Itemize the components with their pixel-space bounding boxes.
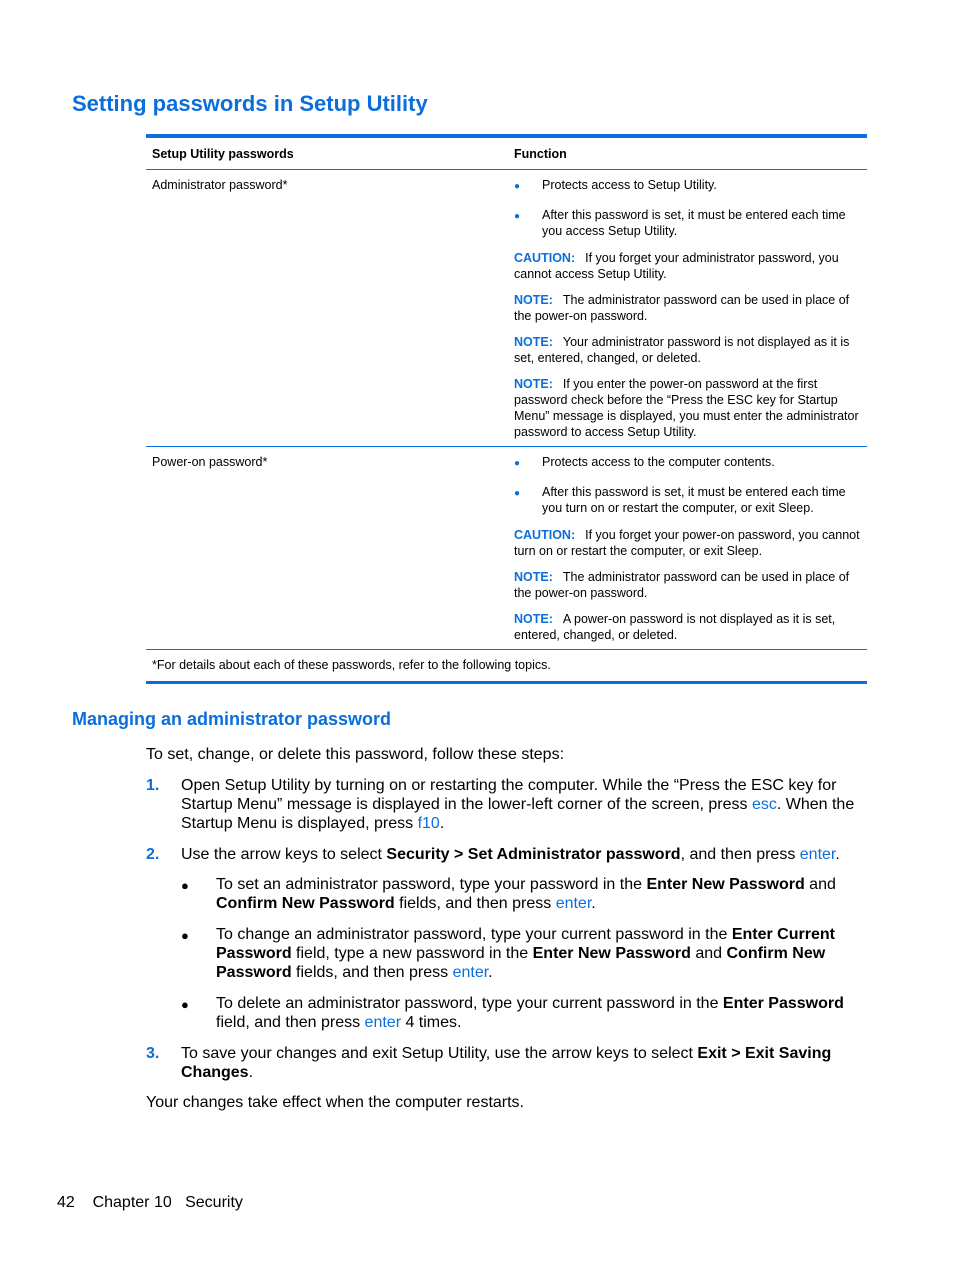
section-title: Managing an administrator password	[72, 709, 392, 729]
function-cell	[502, 447, 867, 649]
note: NOTE: If you enter the power-on password at the first password check before the “Press the ESC key for Startup Menu” message is displayed, you must enter the administrator password to access Setup Utility.	[514, 377, 859, 439]
caution-note: CAUTION: If you forget your power-on password, you cannot turn on or restart the computer, or exit Sleep.	[514, 528, 860, 558]
password-type: Administrator password*	[152, 178, 288, 192]
key-enter: enter	[555, 895, 592, 912]
table-row	[146, 170, 867, 447]
chapter-label: Chapter 10	[92, 1194, 172, 1211]
table-footnote: *For details about each of these passwords, refer to the following topics.	[152, 658, 551, 672]
bullet-icon: ●	[181, 878, 189, 893]
step-item: 1. Open Setup Utility by turning on or restarting the computer. While the “Press the ESC key for Startup Menu” message is displayed in the lower-left corner of the screen, press esc. When the Startup Menu is displayed, press f10.	[146, 777, 855, 832]
column-header: Setup Utility passwords	[152, 147, 294, 161]
bullet-item: ● After this password is set, it must be entered each time you access Setup Utility.	[514, 208, 846, 238]
section-label: Security	[185, 1194, 243, 1211]
closing-text: Your changes take effect when the computer restarts.	[146, 1094, 524, 1111]
bullet-icon: ●	[514, 181, 521, 192]
step-item: 3. To save your changes and exit Setup Utility, use the arrow keys to select Exit > Exit Saving Changes.	[146, 1045, 832, 1081]
page-footer	[57, 1193, 243, 1212]
key-enter: enter	[799, 846, 836, 863]
bullet-item: ● After this password is set, it must be entered each time you turn on or restart the computer, or exit Sleep.	[514, 485, 846, 515]
bullet-icon: ●	[181, 928, 189, 943]
step-item: 2. Use the arrow keys to select Security > Set Administrator password, and then press enter.	[146, 846, 840, 863]
key-esc: esc	[751, 796, 777, 813]
bullet-item: ● Protects access to Setup Utility.	[514, 177, 861, 196]
table-row	[146, 447, 867, 650]
page-title: Setting passwords in Setup Utility	[72, 91, 428, 116]
bullet-icon: ●	[514, 211, 521, 222]
key-f10: f10	[417, 815, 440, 832]
note: NOTE: The administrator password can be used in place of the power-on password.	[514, 570, 850, 600]
bullet-icon: ●	[514, 488, 521, 499]
sub-step-item: ● To set an administrator password, type your password in the Enter New Password and Confirm New Password fields, and then press enter.	[181, 876, 836, 912]
bullet-icon: ●	[181, 997, 189, 1012]
passwords-table	[146, 134, 867, 684]
sub-step-item: ● To change an administrator password, type your current password in the Enter Current Password field, type a new password in the Enter New Password and Confirm New Password fields, and then press enter.	[181, 926, 835, 981]
function-cell	[502, 170, 867, 446]
key-enter: enter	[452, 964, 489, 981]
page-number: 42	[57, 1194, 75, 1211]
column-header: Function	[514, 147, 567, 161]
bullet-item: ● Protects access to the computer contents.	[514, 454, 861, 473]
password-type: Power-on password*	[152, 455, 268, 469]
table-header	[146, 138, 867, 170]
key-enter: enter	[364, 1014, 402, 1031]
sub-step-item: ● To delete an administrator password, type your current password in the Enter Password field, and then press enter 4 times.	[181, 995, 844, 1031]
note: NOTE: A power-on password is not displayed as it is set, entered, changed, or deleted.	[514, 612, 836, 642]
table-footnote-row	[146, 650, 867, 681]
intro-text: To set, change, or delete this password, follow these steps:	[146, 746, 565, 763]
caution-note: CAUTION: If you forget your administrator password, you cannot access Setup Utility.	[514, 251, 839, 281]
bullet-icon: ●	[514, 458, 521, 469]
note: NOTE: The administrator password can be used in place of the power-on password.	[514, 293, 850, 323]
note: NOTE: Your administrator password is not displayed as it is set, entered, changed, or deleted.	[514, 335, 850, 365]
